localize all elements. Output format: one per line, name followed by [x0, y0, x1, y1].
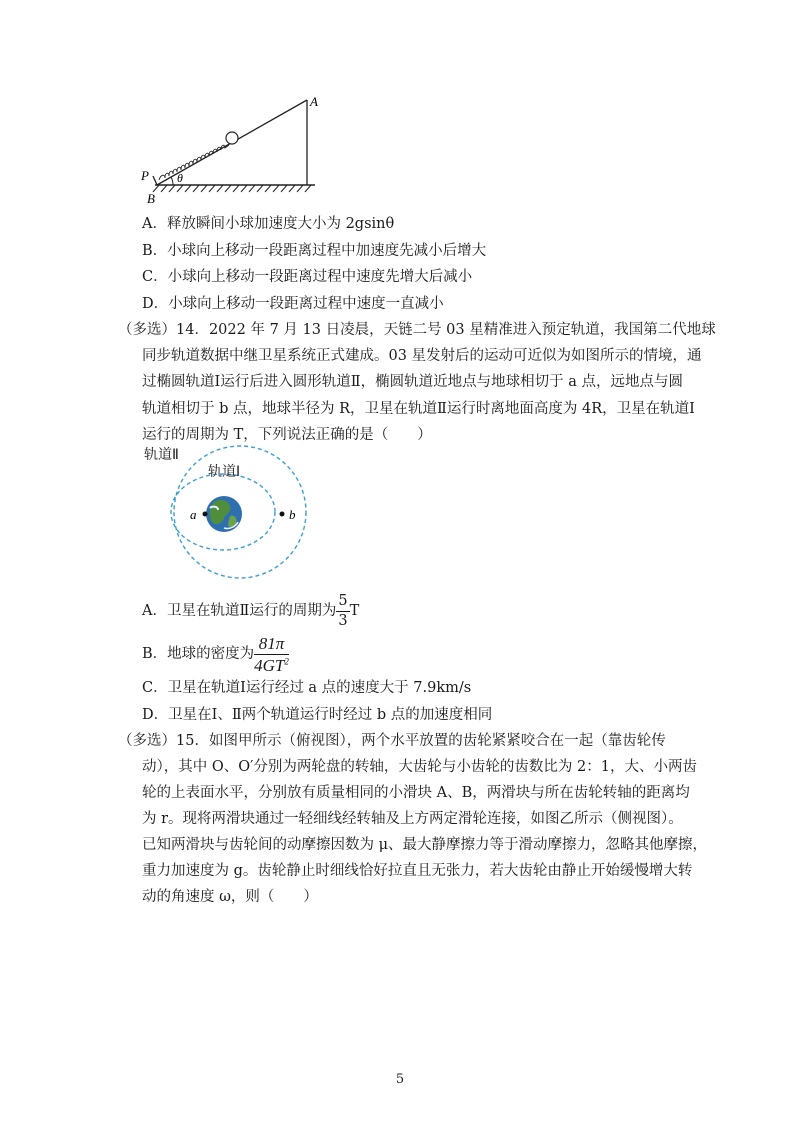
- fraction-numerator: 5: [336, 594, 349, 612]
- earth: [206, 496, 242, 532]
- orbit2-label: 轨道Ⅱ: [144, 447, 179, 463]
- label-B: B: [147, 191, 155, 206]
- density-numerator: 81π: [254, 635, 289, 655]
- q15-line-6: 重力加速度为 g。齿轮静止时细线恰好拉直且无张力，若大齿轮由静止开始缓慢增大转: [142, 863, 693, 879]
- point-b-label: b: [289, 507, 296, 522]
- q14-option-c: C．卫星在轨道Ⅰ运行经过 a 点的速度大于 7.9km/s: [142, 680, 472, 696]
- point-b-dot: [280, 512, 285, 517]
- ground-hatch: [153, 185, 311, 192]
- density-denominator: [254, 655, 289, 674]
- orbit1-label: 轨道Ⅰ: [208, 464, 241, 480]
- q15-line-4: 为 r。现将两滑块通过一轻细线经转轴及上方两定滑轮连接，如图乙所示（侧视图）。: [142, 811, 683, 827]
- q15-line-3: 轮的上表面水平，分别放有质量相同的小滑块 A、B，两滑块与所在齿轮转轴的距离均: [142, 785, 690, 801]
- q15-line-5: 已知两滑块与齿轮间的动摩擦因数为 μ、最大静摩擦力等于滑动摩擦力，忽略其他摩擦，: [142, 837, 708, 853]
- fraction-5-3: [336, 594, 349, 628]
- q13-option-a: A．释放瞬间小球加速度大小为 2gsinθ: [142, 216, 395, 232]
- label-P: P: [141, 168, 149, 183]
- density-denominator-base: 4GT: [254, 655, 285, 675]
- label-theta: θ: [177, 171, 183, 185]
- q14-option-b-text: B．地球的密度为: [142, 646, 255, 662]
- density-denominator-exponent: 2: [284, 655, 289, 666]
- q15-line-2: 动），其中 O、O′分别为两轮盘的转轴，大齿轮与小齿轮的齿数比为 2：1，大、小两齿: [142, 759, 697, 775]
- point-a-label: a: [190, 507, 197, 522]
- orbit-figure: [138, 444, 338, 584]
- ball: [226, 132, 238, 144]
- density-fraction: [254, 635, 289, 674]
- q15-line-7: 动的角速度 ω，则（ ）: [142, 889, 318, 905]
- point-a-dot: [203, 512, 208, 517]
- q13-option-b: B．小球向上移动一段距离过程中加速度先减小后增大: [142, 243, 487, 259]
- q14-option-a-text: A．卫星在轨道Ⅱ运行的周期为: [142, 603, 337, 619]
- incline-spring-figure: [135, 88, 335, 208]
- angle-arc: [171, 177, 173, 185]
- page-number: 5: [395, 1072, 405, 1087]
- q14-line-1: （多选）14．2022 年 7 月 13 日凌晨，天链二号 03 星精准进入预定轨道，我国第二代地球: [118, 322, 716, 338]
- q13-option-d: D．小球向上移动一段距离过程中速度一直减小: [142, 296, 444, 312]
- q14-line-5: 运行的周期为 T，下列说法正确的是（ ）: [142, 427, 432, 443]
- q14-line-4: 轨道相切于 b 点，地球半径为 R，卫星在轨道Ⅱ运行时离地面高度为 4R，卫星在轨道Ⅰ: [142, 401, 695, 417]
- q14-line-3: 过椭圆轨道Ⅰ运行后进入圆形轨道Ⅱ，椭圆轨道近地点与地球相切于 a 点，远地点与圆: [142, 374, 683, 390]
- fraction-denominator: 3: [338, 612, 348, 629]
- q14-option-b: [142, 634, 289, 674]
- label-A: A: [310, 94, 318, 109]
- q14-option-a: [142, 592, 359, 630]
- q15-line-1: （多选）15．如图甲所示（俯视图），两个水平放置的齿轮紧紧咬合在一起（靠齿轮传: [118, 733, 666, 749]
- q14-line-2: 同步轨道数据中继卫星系统正式建成。03 星发射后的运动可近似为如图所示的情境，通: [142, 348, 702, 364]
- q14-option-a-suffix: T: [349, 603, 360, 619]
- q14-option-d: D．卫星在Ⅰ、Ⅱ两个轨道运行时经过 b 点的加速度相同: [142, 707, 493, 723]
- q13-option-c: C．小球向上移动一段距离过程中速度先增大后减小: [142, 269, 473, 285]
